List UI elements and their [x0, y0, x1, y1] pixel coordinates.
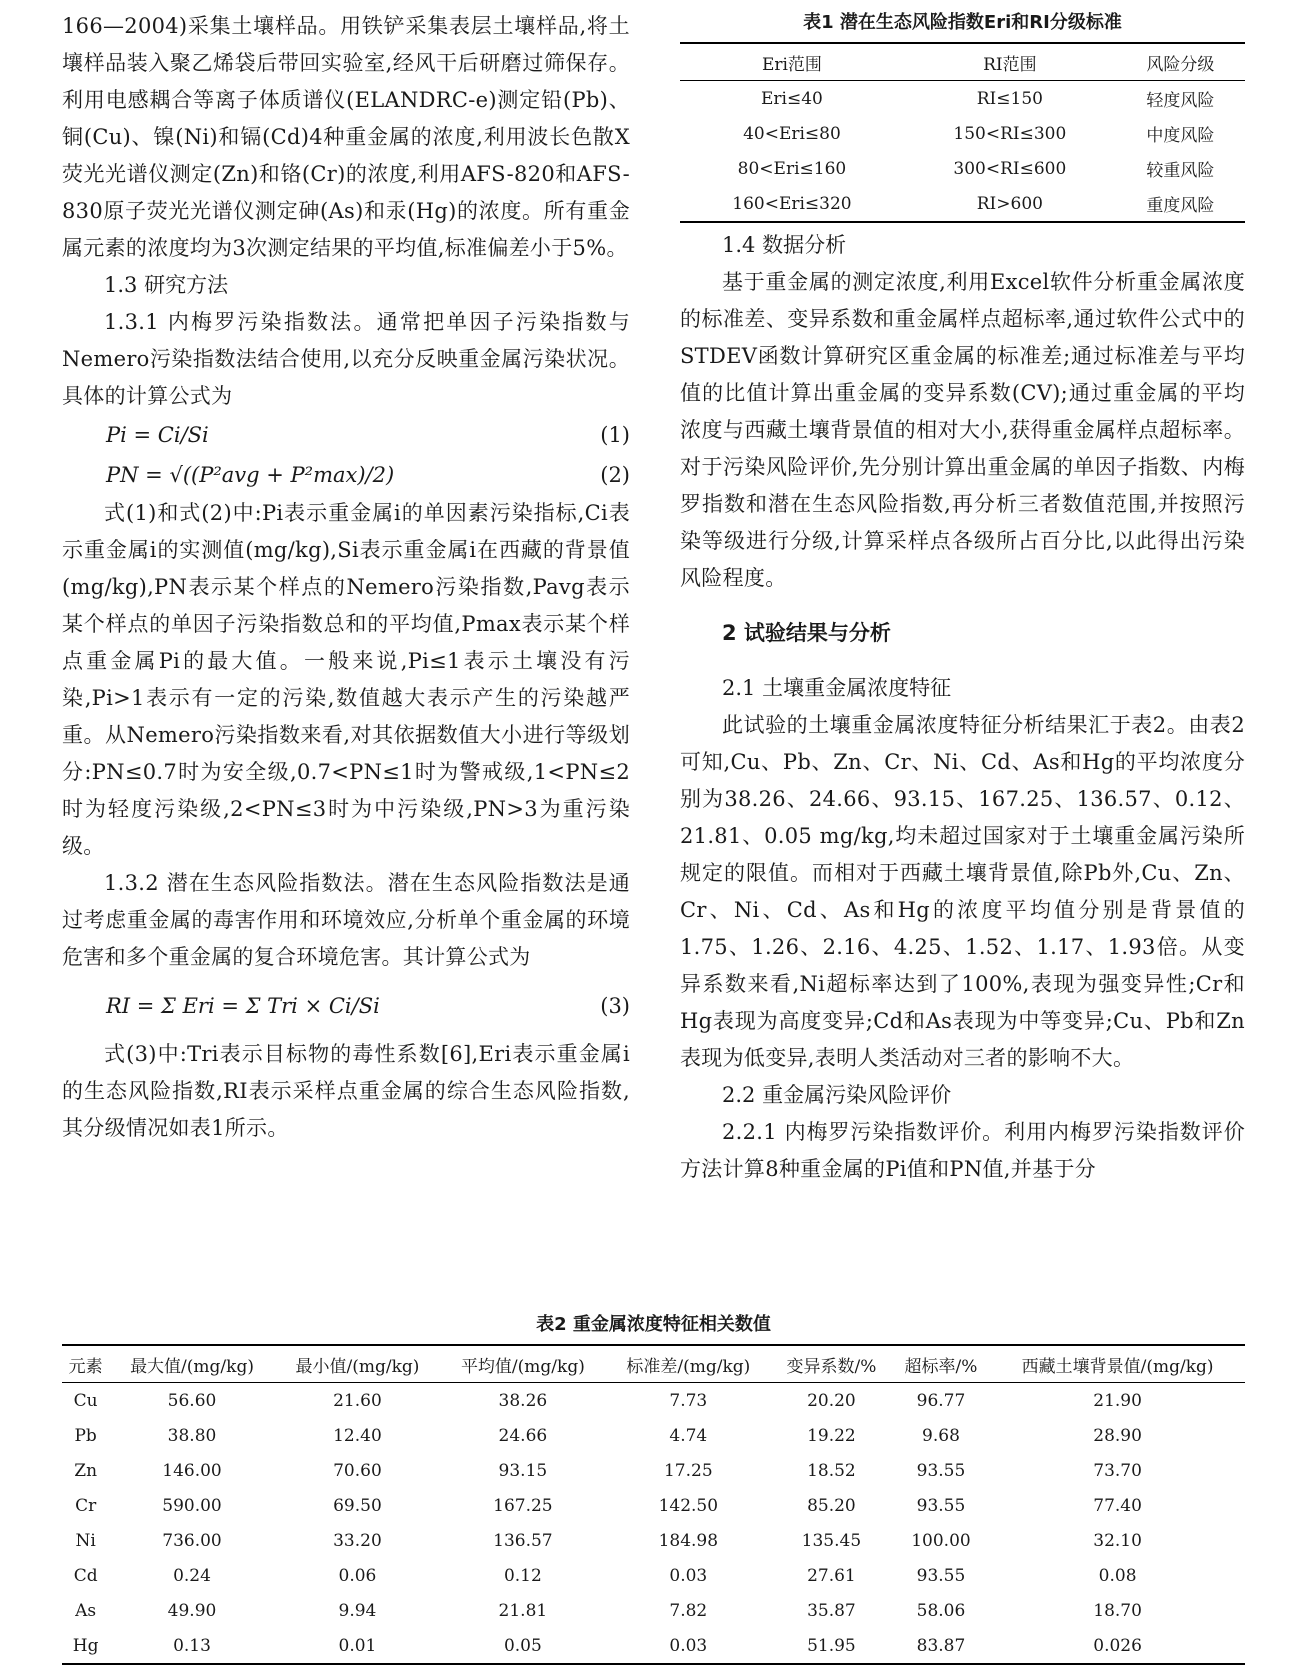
table-cell: Ni	[75, 1530, 96, 1551]
table-cell: 24.66	[498, 1425, 548, 1446]
table-cell: 18.52	[807, 1460, 856, 1481]
table-header-cell: 风险分级	[1116, 43, 1245, 81]
table-row	[62, 1418, 1245, 1453]
equation-1	[62, 415, 630, 455]
paragraph: 此试验的土壤重金属浓度特征分析结果汇于表2。由表2可知,Cu、Pb、Zn、Cr、Ni、Cd、As和Hg的平均浓度分别为38.26、24.66、93.15、167.25、136.57、0.12、21.81、0.05 mg/kg,均未超过国家对于土壤重金属污染所规定的限值。而相对于西藏土壤背景值,除Pb外,Cu、Zn、Cr、Ni、Cd、As和Hg的浓度平均值分别是背景值的1.75、1.26、2.16、4.25、1.52、1.17、1.93倍。从变异系数来看,Ni超标率达到了100%,表现为强变异性;Cr和Hg表现为高度变异;Cd和As表现为中等变异;Cu、Pb和Zn表现为低变异,表明人类活动对三者的影响不大。	[680, 713, 1245, 1070]
table-cell: 142.50	[658, 1495, 719, 1516]
paragraph: 式(1)和式(2)中:Pi表示重金属i的单因素污染指标,Ci表示重金属i的实测值(mg/kg),Si表示重金属i在西藏的背景值(mg/kg),PN表示某个样点的Nemero污染指数,Pavg表示某个样点的单因子污染指数总和的平均值,Pmax表示某个样点重金属Pi的最大值。一般来说,Pi≤1表示土壤没有污染,Pi>1表示有一定的污染,数值越大表示产生的污染越严重。从Nemero污染指数来看,对其依据数值大小进行等级划分:PN≤0.7时为安全级,0.7<PN≤1时为警戒级,1<PN≤2时为轻度污染级,2<PN≤3时为中污染级,PN>3为重污染级。	[62, 501, 630, 858]
table-cell: 184.98	[658, 1530, 719, 1551]
section-heading: 1.3 研究方法	[104, 273, 229, 297]
table-cell: Eri≤40	[761, 88, 823, 109]
table-cell: 136.57	[493, 1530, 553, 1551]
table-cell: 51.95	[807, 1635, 856, 1656]
paragraph: 基于重金属的测定浓度,利用Excel软件分析重金属浓度的标准差、变异系数和重金属样点超标率,通过软件公式中的STDEV函数计算研究区重金属的标准差;通过标准差与平均值的比值计算出重金属的变异系数(CV);通过重金属的平均浓度与西藏土壤背景值的相对大小,获得重金属样点超标率。对于污染风险评价,先分别计算出重金属的单因子指数、内梅罗指数和潜在生态风险指数,再分析三者数值范围,并按照污染等级进行分级,计算采样点各级所占百分比,以此得出污染风险程度。	[680, 270, 1245, 590]
table-cell: 21.81	[498, 1600, 548, 1621]
table-cell: 49.90	[167, 1600, 217, 1621]
table-1-grid	[680, 42, 1245, 223]
table-2-grid	[62, 1344, 1245, 1665]
table-cell: 93.15	[498, 1460, 548, 1481]
table-cell: 40<Eri≤80	[743, 123, 841, 144]
table-header-cell: Eri范围	[680, 43, 904, 81]
table-cell: 较重风险	[1146, 161, 1215, 181]
table-row	[62, 1593, 1245, 1628]
table-cell: 96.77	[916, 1390, 966, 1411]
table-header-cell: 元素	[62, 1345, 109, 1383]
section-heading: 2.2 重金属污染风险评价	[722, 1083, 952, 1107]
equation-text: Pi = Ci/Si	[106, 423, 209, 447]
table-cell: 9.94	[338, 1600, 377, 1621]
table-cell: 300<RI≤600	[953, 158, 1067, 179]
table-cell: 0.026	[1093, 1635, 1142, 1656]
table-cell: 0.08	[1098, 1565, 1137, 1586]
table-cell: 0.12	[503, 1565, 542, 1586]
table-cell: 70.60	[333, 1460, 382, 1481]
table-cell: 21.90	[1093, 1390, 1142, 1411]
table-cell: 12.40	[333, 1425, 382, 1446]
table-cell: 7.73	[669, 1390, 708, 1411]
equation-2	[62, 455, 630, 495]
table-cell: 0.06	[338, 1565, 377, 1586]
right-column	[680, 8, 1245, 1188]
table-cell: 27.61	[807, 1565, 856, 1586]
table-cell: 83.87	[916, 1635, 966, 1656]
section-heading: 2.1 土壤重金属浓度特征	[722, 676, 952, 700]
table-cell: 736.00	[162, 1530, 222, 1551]
equation-number: (2)	[600, 463, 630, 487]
equation-text: PN = √((P²avg + P²max)/2)	[106, 463, 395, 487]
table-cell: Cr	[75, 1495, 97, 1516]
table-2	[62, 1310, 1245, 1665]
table-cell: 93.55	[916, 1495, 966, 1516]
table-cell: 69.50	[333, 1495, 382, 1516]
table-row	[62, 1523, 1245, 1558]
table-cell: Zn	[74, 1460, 98, 1481]
paragraph: 式(3)中:Tri表示目标物的毒性系数[6],Eri表示重金属i的生态风险指数,RI表示采样点重金属的综合生态风险指数,其分级情况如表1所示。	[62, 1042, 630, 1140]
table-cell: RI>600	[976, 193, 1043, 214]
table-caption: 表1 潜在生态风险指数Eri和RI分级标准	[803, 12, 1122, 33]
table-cell: 28.90	[1093, 1425, 1142, 1446]
table-cell: 33.20	[333, 1530, 382, 1551]
table-cell: Cu	[73, 1390, 98, 1411]
table-header-cell: 标准差/(mg/kg)	[606, 1345, 771, 1383]
table-header-cell: 超标率/%	[892, 1345, 990, 1383]
paragraph: 1.3.2 潜在生态风险指数法。潜在生态风险指数法是通过考虑重金属的毒害作用和环境效应,分析单个重金属的环境危害和多个重金属的复合环境危害。其计算公式为	[62, 871, 630, 969]
table-cell: 9.68	[922, 1425, 960, 1446]
paragraph: 2.2.1 内梅罗污染指数评价。利用内梅罗污染指数评价方法计算8种重金属的Pi值和PN值,并基于分	[680, 1120, 1245, 1181]
table-cell: As	[75, 1600, 97, 1621]
table-cell: 160<Eri≤320	[732, 193, 852, 214]
table-cell: 150<RI≤300	[953, 123, 1067, 144]
table-cell: 93.55	[916, 1565, 966, 1586]
table-row	[62, 1488, 1245, 1523]
table-cell: 73.70	[1093, 1460, 1142, 1481]
table-cell: 重度风险	[1146, 196, 1215, 216]
paragraph: 1.3.1 内梅罗污染指数法。通常把单因子污染指数与Nemero污染指数法结合使用,以充分反映重金属污染状况。具体的计算公式为	[62, 310, 630, 408]
table-header-cell: RI范围	[904, 43, 1116, 81]
table-cell: 35.87	[807, 1600, 856, 1621]
table-cell: 17.25	[663, 1460, 713, 1481]
section-heading: 2 试验结果与分析	[722, 621, 891, 645]
table-cell: 38.26	[498, 1390, 548, 1411]
left-column	[62, 8, 630, 1147]
table-cell: 0.01	[338, 1635, 377, 1656]
table-cell: 0.03	[669, 1565, 708, 1586]
table-cell: 58.06	[916, 1600, 966, 1621]
table-cell: Pb	[74, 1425, 97, 1446]
table-cell: 0.13	[173, 1635, 211, 1656]
equation-number: (3)	[600, 994, 630, 1018]
table-row	[62, 1558, 1245, 1593]
table-cell: 4.74	[669, 1425, 708, 1446]
equation-text: RI = Σ Eri = Σ Tri × Ci/Si	[106, 994, 380, 1018]
table-cell: 146.00	[162, 1460, 222, 1481]
table-cell: 19.22	[807, 1425, 856, 1446]
table-cell: RI≤150	[976, 88, 1043, 109]
table-row	[680, 116, 1245, 151]
equation-number: (1)	[600, 423, 630, 447]
table-cell: 56.60	[167, 1390, 217, 1411]
table-header-cell: 变异系数/%	[771, 1345, 892, 1383]
table-cell: 18.70	[1093, 1600, 1142, 1621]
table-cell: 77.40	[1093, 1495, 1142, 1516]
table-header-cell: 最大值/(mg/kg)	[109, 1345, 274, 1383]
table-cell: 0.24	[173, 1565, 211, 1586]
table-cell: 85.20	[807, 1495, 856, 1516]
table-cell: 80<Eri≤160	[737, 158, 847, 179]
table-cell: Cd	[73, 1565, 98, 1586]
table-row	[62, 1453, 1245, 1488]
table-cell: 32.10	[1093, 1530, 1142, 1551]
table-cell: 7.82	[669, 1600, 708, 1621]
table-cell: 21.60	[333, 1390, 382, 1411]
table-caption: 表2 重金属浓度特征相关数值	[536, 1314, 771, 1335]
table-cell: 100.00	[911, 1530, 971, 1551]
table-cell: 中度风险	[1146, 126, 1215, 146]
table-cell: 590.00	[162, 1495, 222, 1516]
table-row	[62, 1383, 1245, 1419]
table-cell: Hg	[72, 1635, 99, 1656]
table-cell: 轻度风险	[1146, 91, 1215, 111]
paragraph: 166—2004)采集土壤样品。用铁铲采集表层土壤样品,将土壤样品装入聚乙烯袋后带回实验室,经风干后研磨过筛保存。利用电感耦合等离子体质谱仪(ELANDRC-e)测定铅(Pb)、铜(Cu)、镍(Ni)和镉(Cd)4种重金属的浓度,利用波长色散X荧光光谱仪测定(Zn)和铬(Cr)的浓度,利用AFS-820和AFS-830原子荧光光谱仪测定砷(As)和汞(Hg)的浓度。所有重金属元素的浓度均为3次测定结果的平均值,标准偏差小于5%。	[62, 14, 630, 260]
table-cell: 135.45	[801, 1530, 862, 1551]
table-header-cell: 西藏土壤背景值/(mg/kg)	[990, 1345, 1245, 1383]
table-row	[680, 151, 1245, 186]
table-row	[680, 81, 1245, 117]
equation-3	[62, 976, 630, 1036]
table-header-cell: 最小值/(mg/kg)	[275, 1345, 440, 1383]
table-cell: 93.55	[916, 1460, 966, 1481]
table-cell: 0.05	[503, 1635, 542, 1656]
table-row	[62, 1628, 1245, 1664]
table-header-cell: 平均值/(mg/kg)	[440, 1345, 605, 1383]
table-cell: 38.80	[167, 1425, 217, 1446]
table-1	[680, 8, 1245, 223]
table-row	[680, 186, 1245, 222]
table-cell: 20.20	[807, 1390, 856, 1411]
table-cell: 167.25	[493, 1495, 553, 1516]
table-cell: 0.03	[669, 1635, 708, 1656]
section-heading: 1.4 数据分析	[722, 233, 847, 257]
